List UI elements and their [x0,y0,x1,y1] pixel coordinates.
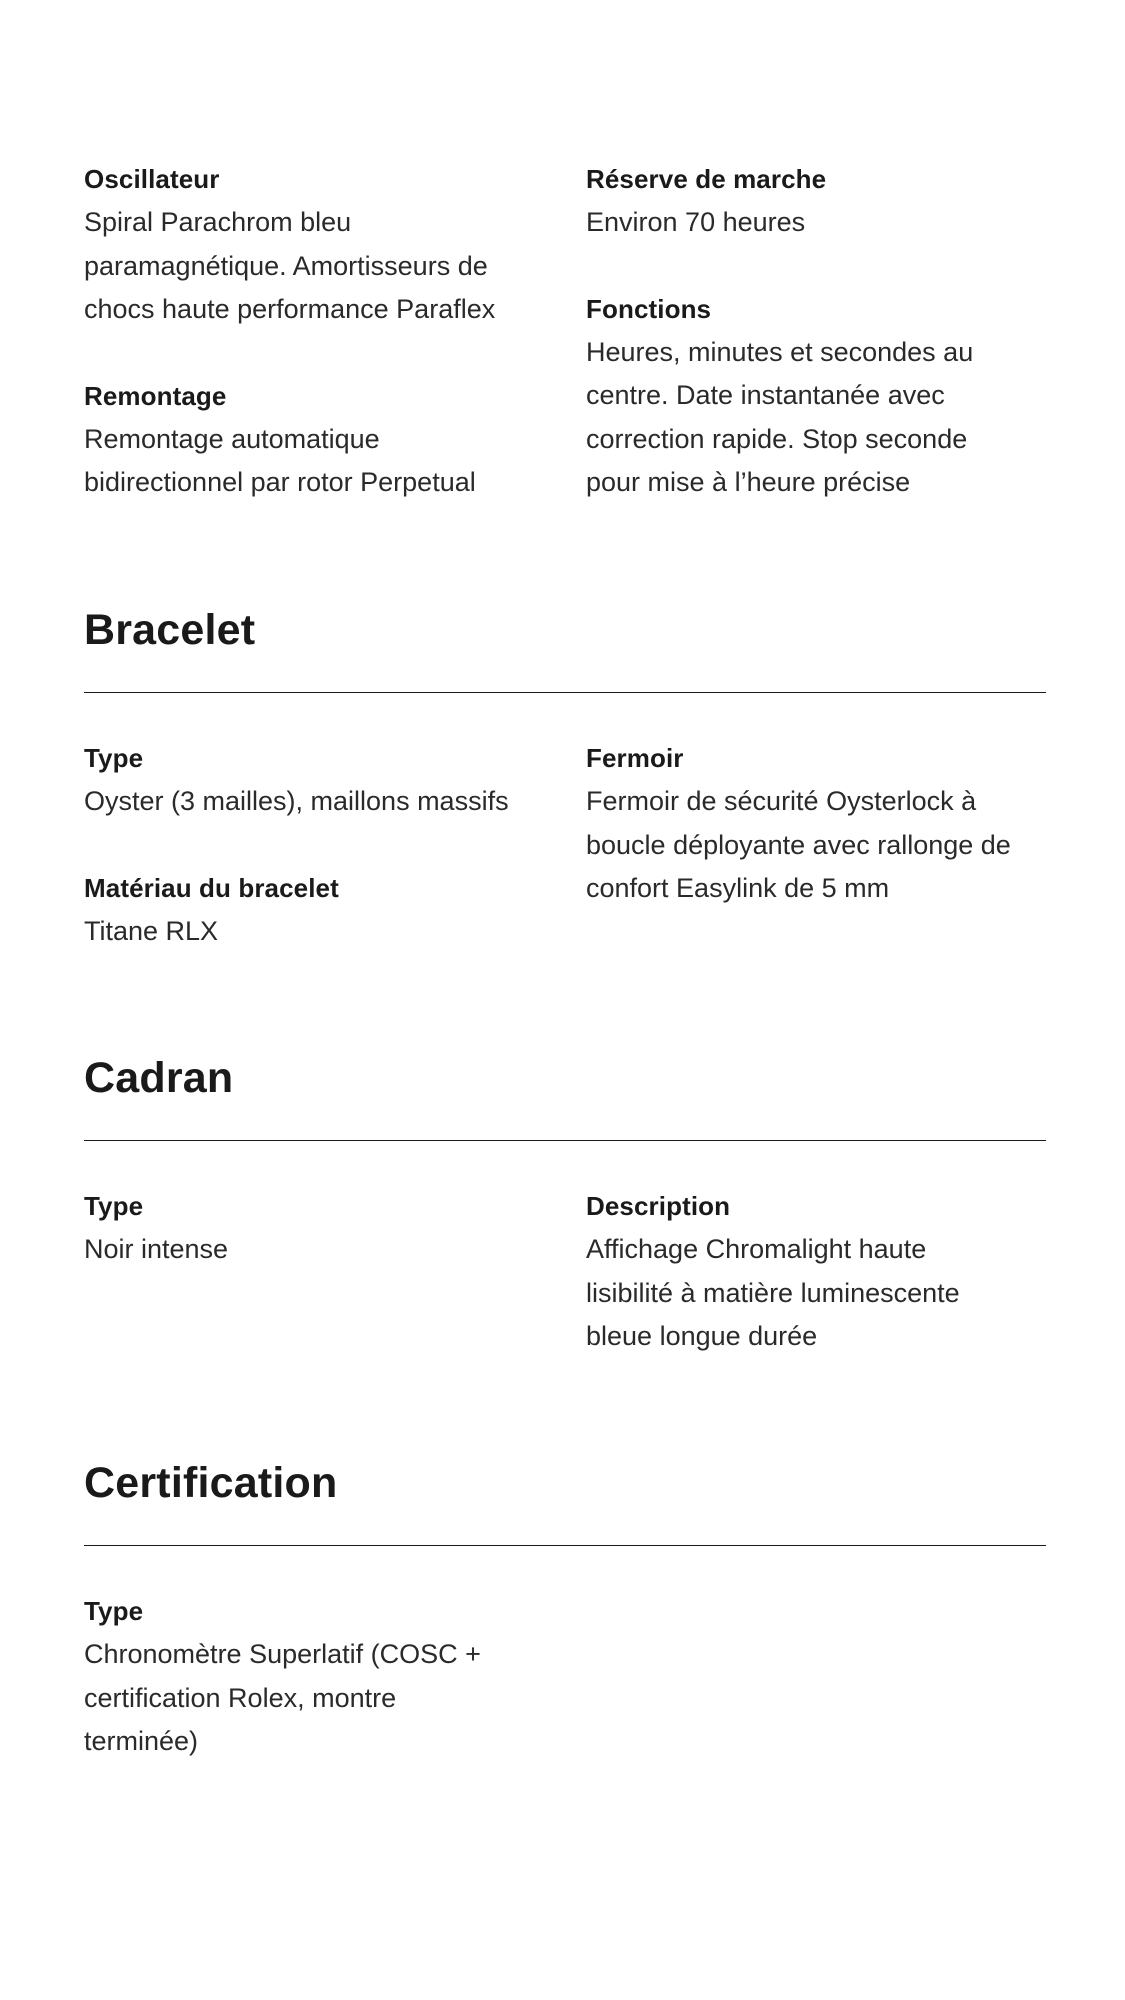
spec-label: Oscillateur [84,164,220,194]
spec-value: Noir intense [84,1234,229,1264]
spec-type [84,737,586,824]
bracelet-left-column [84,737,586,953]
section-divider [84,692,1046,693]
spec-type [84,1185,586,1272]
spec-oscillateur [84,158,586,332]
spec-value: Affichage Chromalight haute lisibilité à matière luminescente bleue longue durée [586,1234,960,1351]
spec-value: Environ 70 heures [586,207,806,237]
section-divider [84,1545,1046,1546]
section-title-bracelet: Bracelet [84,606,256,654]
spec-fermoir [586,737,1046,911]
certification-left-column [84,1590,586,1764]
spec-type [84,1590,586,1764]
certification-right-column [586,1590,1046,1764]
spec-value: Oyster (3 mailles), maillons massifs [84,786,509,816]
section-title-cadran: Cadran [84,1054,234,1102]
bracelet-right-column [586,737,1046,953]
spec-label: Description [586,1191,731,1221]
spec-value: Remontage automatique bidirectionnel par rotor Perpetual [84,423,476,497]
spec-value: Spiral Parachrom bleu paramagnétique. Amortisseurs de chocs haute performance Paraflex [84,207,496,324]
spec-label: Fonctions [586,293,712,324]
spec-label: Type [84,1596,144,1626]
spec-value: Chronomètre Superlatif (COSC + certification Rolex, montre terminée) [84,1639,481,1756]
cadran-spec-grid [84,1185,1046,1359]
spec-label: Réserve de marche [586,164,827,194]
section-divider [84,1140,1046,1141]
movement-left-column [84,158,586,505]
movement-spec-grid [84,158,1046,505]
certification-spec-grid [84,1590,1046,1764]
section-title-certification: Certification [84,1459,338,1507]
movement-right-column [586,158,1046,505]
spec-label: Fermoir [586,743,684,773]
spec-fonctions [586,288,1046,505]
cadran-right-column [586,1185,1046,1359]
spec-description [586,1185,1046,1359]
cadran-left-column [84,1185,586,1359]
spec-value: Heures, minutes et secondes au centre. Date instantanée avec correction rapide. Stop seconde pour mise à l’heure précise [586,336,974,497]
spec-label: Matériau du bracelet [84,872,339,903]
bracelet-spec-grid [84,737,1046,953]
spec-value: Titane RLX [84,915,219,946]
spec-reserve-de-marche [586,158,1046,245]
spec-label: Remontage [84,380,227,411]
spec-value: Fermoir de sécurité Oysterlock à boucle déployante avec rallonge de confort Easylink de 5 mm [586,786,1011,903]
spec-label: Type [84,1191,144,1221]
spec-remontage [84,375,586,505]
spec-materiau-du-bracelet [84,867,586,954]
spec-label: Type [84,743,144,773]
